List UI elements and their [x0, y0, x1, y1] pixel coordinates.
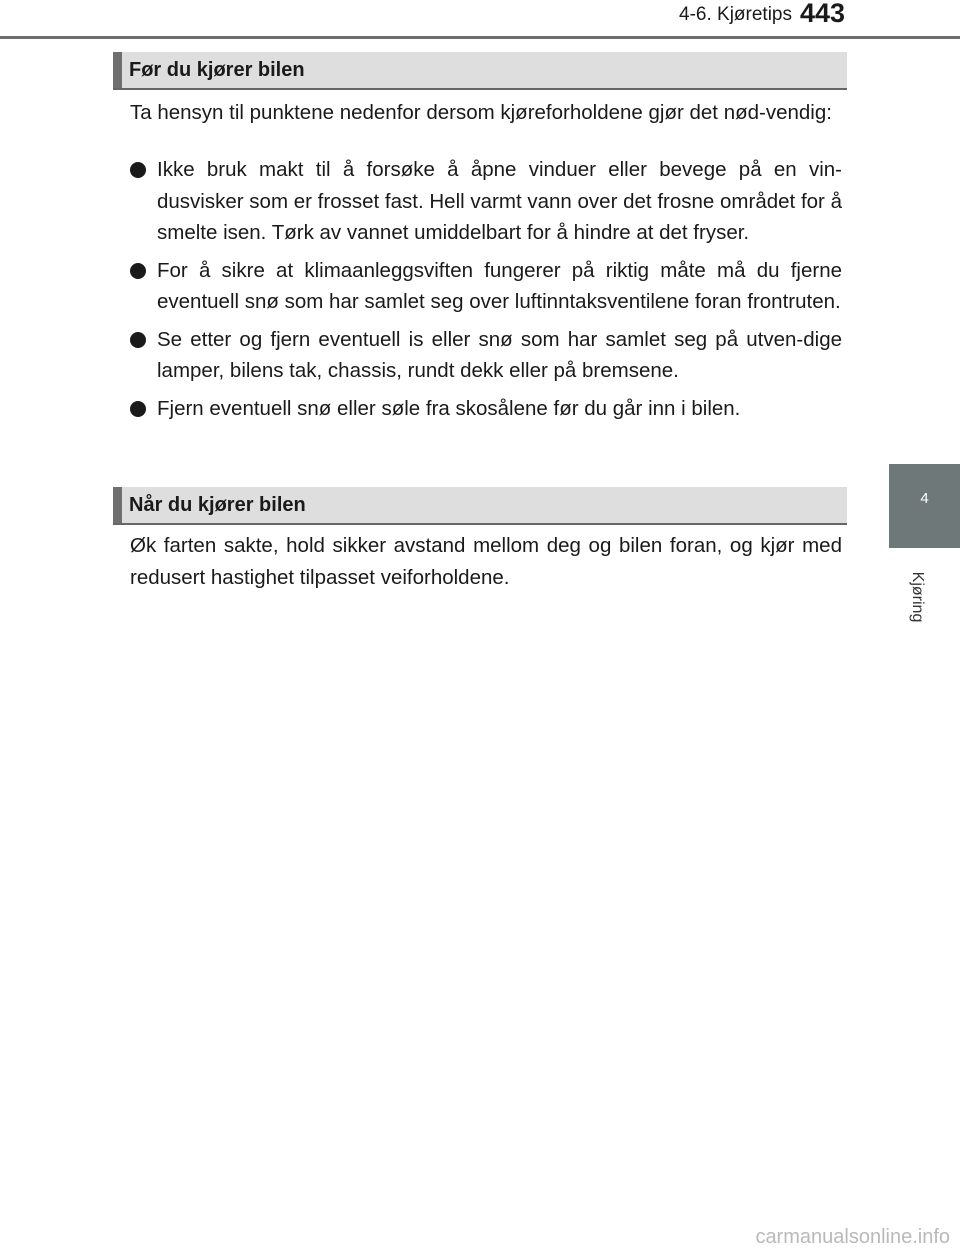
section-heading-text: Før du kjører bilen [129, 59, 305, 81]
bullet-icon [130, 263, 146, 279]
bullet-icon [130, 162, 146, 178]
intro-paragraph: Ta hensyn til punktene nedenfor dersom kjøreforholdene gjør det nød-vendig: [130, 101, 832, 124]
section-heading-before-driving [113, 52, 847, 90]
list-item-text: Fjern eventuell snø eller søle fra skosålene før du går inn i bilen. [157, 396, 741, 420]
chapter-tab[interactable] [889, 464, 960, 548]
header-rule [0, 36, 960, 39]
page-number: 443 [800, 0, 846, 28]
watermark: carmanualsonline.info [755, 1226, 950, 1248]
list-item-text: For å sikre at klimaanleggsviften fungerer på riktig måte må du fjerne eventuell snø som har samlet seg over luftinntaksventilene foran frontruten. [157, 258, 842, 313]
driving-paragraph: Øk farten sakte, hold sikker avstand mellom deg og bilen foran, og kjør med redusert hastighet tilpasset veiforholdene. [130, 534, 842, 589]
list-item [130, 255, 842, 318]
section-heading-while-driving [113, 487, 847, 525]
header-section-title: 4-6. Kjøretips [679, 4, 792, 25]
section-heading-text: Når du kjører bilen [129, 494, 306, 516]
bullet-icon [130, 332, 146, 348]
list-item-text: Se etter og fjern eventuell is eller snø som har samlet seg på utven-dige lamper, bilens tak, chassis, rundt dekk eller på bremsene. [157, 327, 842, 382]
chapter-tab-label: Kjøring [909, 571, 926, 623]
list-item-text: Ikke bruk makt til å forsøke å åpne vinduer eller bevege på en vin-dusvisker som er frosset fast. Hell varmt vann over det frosne området for å smelte isen. Tørk av vannet umiddelbart for å hindre at det fryser. [157, 158, 842, 244]
bullet-icon [130, 401, 146, 417]
chapter-tab-number: 4 [920, 490, 929, 507]
bullet-list [130, 154, 842, 430]
list-item [130, 154, 842, 249]
list-item [130, 324, 842, 387]
list-item [130, 393, 842, 425]
